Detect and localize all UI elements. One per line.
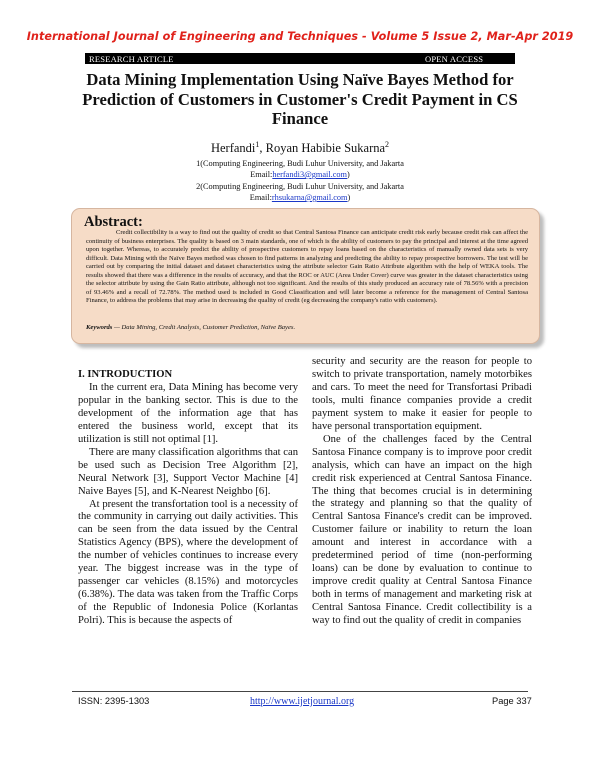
abstract-text <box>86 229 528 306</box>
paper-title: Data Mining Implementation Using Naïve Bayes Method for Prediction of Customers in Customer's Credit Payment in CS Finance <box>82 70 518 128</box>
left-column <box>78 369 298 628</box>
affiliation-email-line <box>0 192 600 203</box>
abstract-heading: Abstract: <box>84 214 143 230</box>
email-label: Email: <box>249 193 272 202</box>
email-close: ) <box>347 170 350 179</box>
email-label: Email: <box>250 170 273 179</box>
section-heading: I. INTRODUCTION <box>78 369 173 380</box>
footer-divider <box>72 691 528 692</box>
paragraph: One of the challenges faced by the Central Santosa Finance company is to improve poor credit analysis, which can have an impact on the high credit risk experienced at Central Santosa Finance. The thing that becomes crucial is in determining the strategy and planning so that the quality of Central Santosa Finance's credit can be improved. Customer failure or inability to return the loan amount and interest in accordance with a predetermined period of time (non-performing loans) can be done by evaluation to continue to improve credit quality at Central Santosa Finance both in terms of management and marketing risk at Central Santosa Finance. Credit collectibility is a way to find out the quality of credit in companies <box>312 433 532 627</box>
journal-header: International Journal of Engineering and Techniques - Volume 5 Issue 2, Mar-Apr 2019 <box>26 30 574 43</box>
email-link[interactable]: herfandi3@gmail.com <box>272 170 348 179</box>
abstract-box <box>71 208 540 344</box>
author-name: Royan Habibie Sukarna <box>265 141 386 156</box>
paragraph: In the current era, Data Mining has become very popular in the banking sector. This is due to the development of the information age that has entered the business world, except that its utilization is still not optimal [1]. <box>78 381 298 445</box>
footer-issn: ISSN: 2395-1303 <box>78 696 150 706</box>
author-superscript: 1 <box>255 140 260 149</box>
author-line <box>0 140 600 156</box>
affiliation-line: 1(Computing Engineering, Budi Luhur University, and Jakarta <box>196 159 404 168</box>
keywords-label: Keywords <box>86 324 113 331</box>
paragraph: security and security are the reason for people to switch to private transportation, namely motorbikes and cars. To meet the need for Transfortasi Pribadi tools, multi finance companies provide a credit payment system to make it easier for people to have personal transportation equipment. <box>312 356 532 432</box>
footer-website-link[interactable]: http://www.ijetjournal.org <box>250 696 355 707</box>
author-superscript: 2 <box>385 140 390 149</box>
footer-page-number: Page 337 <box>492 696 532 706</box>
open-access-label: OPEN ACCESS <box>425 53 484 64</box>
keywords-line <box>86 324 528 331</box>
email-close: ) <box>347 193 351 202</box>
keywords-list: — Data Mining, Credit Analysis, Customer Prediction, Naïve Bayes. <box>112 324 296 331</box>
abstract-body: Credit collectibility is a way to find out the quality of credit so that Central Santosa Finance can anticipate credit risk early because credit risk can affect the continuity of business enterprises. The quality is based on 3 main standards, one of which is the ability of customers to pay the principal and interest at the time agreed upon together. Whereas, to accurately predict the ability of prospective customers to repay loans based on the characteristics of manually owned data sets is very difficult. Data Mining with the Naïve Bayes method was chosen to find patterns in analyzing and predicting the ability to repay prospective borrowers. The test will be carried out by comparing the initial dataset and dataset characteristics using the attribute selector Gain Ratio Attribute algorithm with the help of WEKA tools. The results showed that there was a difference in the results of accuracy, and that the ROC or AUC (Area Under Cover) curve was greater in the dataset characteristics using the selector attribute by using the Gain Ratio attribute, although not too significant. And the results of this study produced an accuracy rate of 78.56% with a precision of 93.46% and a recall of 72.78%. The method used is included in Good Classification and will later become a reference for the management of Central Santosa Finance, to address the problems that may arise in decreasing the quality of credit (eg decreasing the company's ratio with customers). <box>86 229 528 305</box>
author-separator: , <box>259 141 266 156</box>
affiliation-email-line <box>0 169 600 180</box>
author-name: Herfandi <box>210 141 256 156</box>
affiliation-1 <box>0 158 600 180</box>
affiliation-line: 2(Computing Engineering, Budi Luhur University, and Jakarta <box>196 182 404 191</box>
email-link[interactable]: rhsukarna@gmail.com <box>271 193 348 202</box>
right-column <box>312 356 532 628</box>
affiliation-2 <box>0 181 600 203</box>
paragraph: At present the transfortation tool is a necessity of the community in carrying out daily activities. This can be seen from the data issued by the Central Statistics Agency (BPS), where the development of the number of vehicles continues to increase every year. The biggest increase was in the type of passenger car vehicles (8.15%) and motorcycles (6.38%). The data was taken from the Traffic Corps of the Republic of Indonesia Police (Korlantas Polri). This is because the aspects of <box>78 498 298 627</box>
article-type-bar <box>85 53 515 64</box>
article-type-label: RESEARCH ARTICLE <box>89 53 174 64</box>
paragraph: There are many classification algorithms that can be used such as Decision Tree Algorithm [2], Neural Network [3], Support Vector Machine [4] Naive Bayes [5], and K-Nearest Neighbo [6]. <box>78 446 298 497</box>
